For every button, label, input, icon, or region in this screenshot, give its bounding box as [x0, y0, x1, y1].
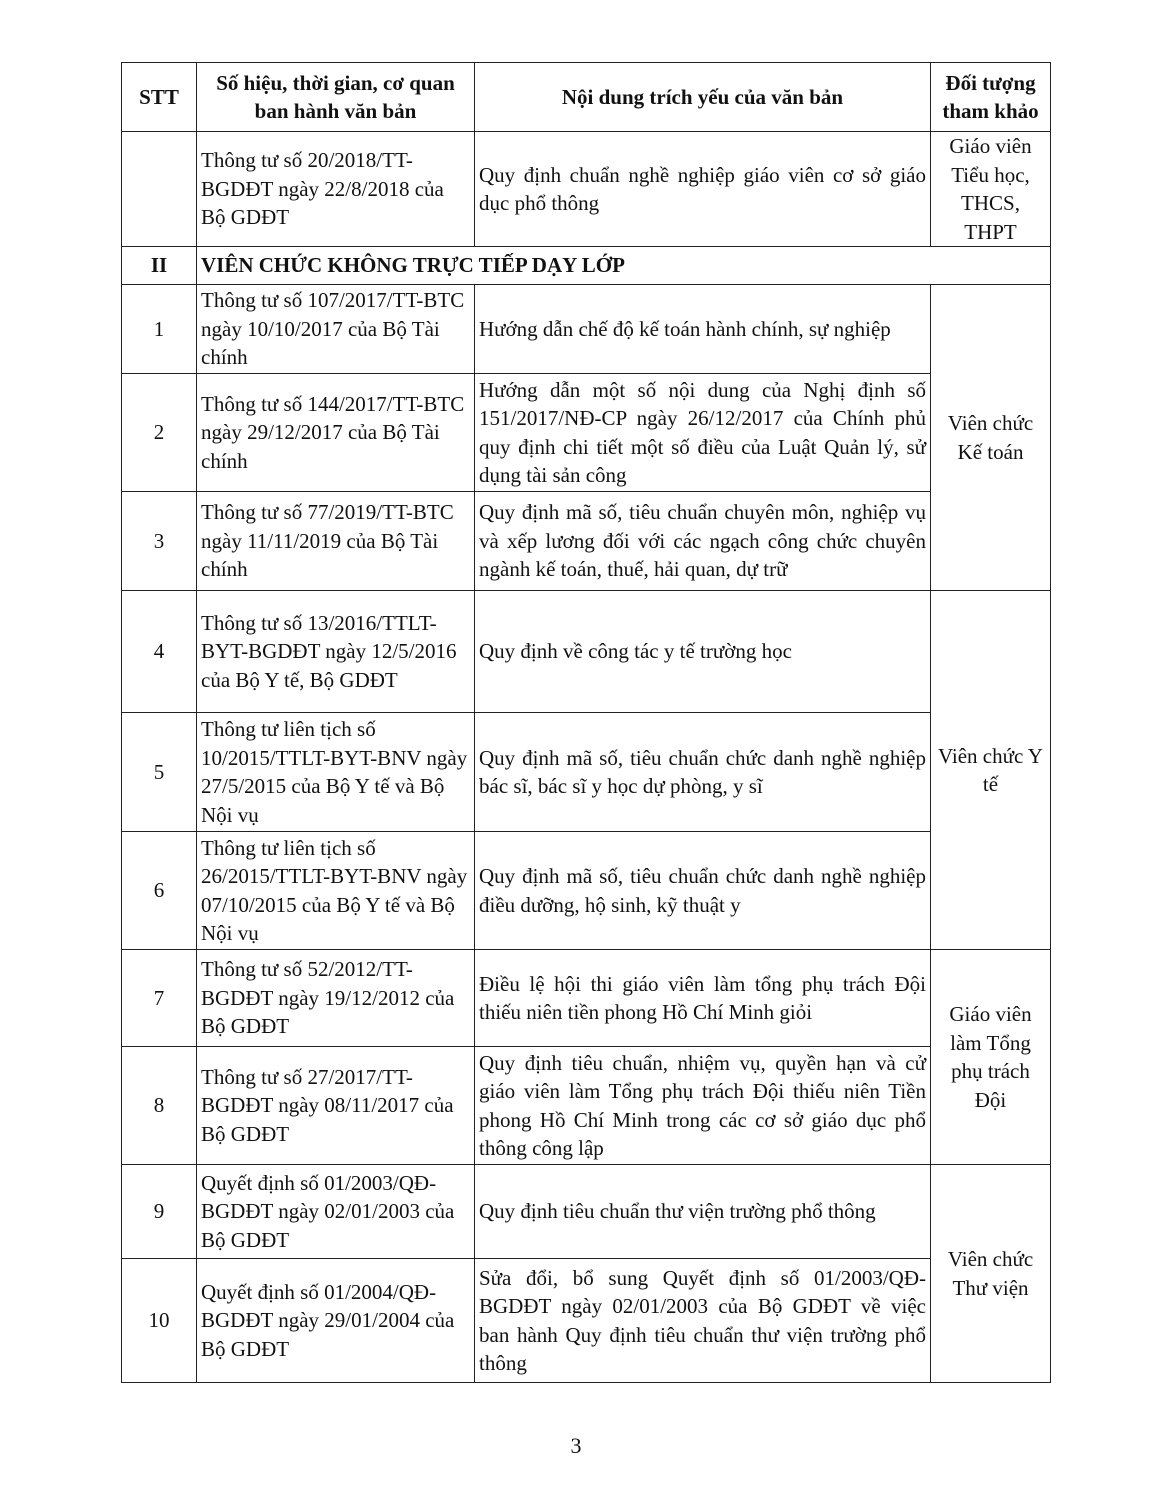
- row-content: Quy định chuẩn nghề nghiệp giáo viên cơ sở giáo dục phổ thông: [475, 132, 931, 247]
- row-stt: 2: [122, 374, 197, 492]
- target-group-team-leader: Giáo viên làm Tổng phụ trách Đội: [931, 950, 1051, 1165]
- target-group-library: Viên chức Thư viện: [931, 1165, 1051, 1383]
- table-row: [122, 1165, 1051, 1259]
- row-stt: 7: [122, 950, 197, 1047]
- table-row: [122, 492, 1051, 591]
- row-content: Điều lệ hội thi giáo viên làm tổng phụ trách Đội thiếu niên tiền phong Hồ Chí Minh giỏi: [475, 950, 931, 1047]
- row-stt: 5: [122, 713, 197, 832]
- row-content: Quy định mã số, tiêu chuẩn chức danh nghề nghiệp bác sĩ, bác sĩ y học dự phòng, y sĩ: [475, 713, 931, 832]
- table-row: [122, 374, 1051, 492]
- table-row: [122, 591, 1051, 713]
- target-group-medical: Viên chức Y tế: [931, 591, 1051, 950]
- table-row: [122, 832, 1051, 950]
- row-content: Hướng dẫn một số nội dung của Nghị định số 151/2017/NĐ-CP ngày 26/12/2017 của Chính phủ quy định chi tiết một số điều của Luật Quản lý, sử dụng tài sản công: [475, 374, 931, 492]
- row-document: Thông tư số 144/2017/TT-BTC ngày 29/12/2017 của Bộ Tài chính: [197, 374, 475, 492]
- section-row: [122, 247, 1051, 285]
- row-stt: 4: [122, 591, 197, 713]
- header-row: [122, 63, 1051, 132]
- row-document: Thông tư số 20/2018/TT-BGDĐT ngày 22/8/2018 của Bộ GDĐT: [197, 132, 475, 247]
- row-content: Quy định tiêu chuẩn, nhiệm vụ, quyền hạn và cử giáo viên làm Tổng phụ trách Đội thiếu niên Tiền phong Hồ Chí Minh trong các cơ sở giáo dục phổ thông công lập: [475, 1047, 931, 1165]
- section-number: II: [122, 247, 197, 285]
- row-target: Giáo viên Tiểu học, THCS, THPT: [931, 132, 1051, 247]
- table-row: [122, 1047, 1051, 1165]
- row-content: Hướng dẫn chế độ kế toán hành chính, sự nghiệp: [475, 285, 931, 374]
- row-document: Quyết định số 01/2004/QĐ-BGDĐT ngày 29/01/2004 của Bộ GDĐT: [197, 1259, 475, 1383]
- header-stt: STT: [122, 63, 197, 132]
- row-document: Thông tư số 77/2019/TT-BTC ngày 11/11/2019 của Bộ Tài chính: [197, 492, 475, 591]
- row-document: Thông tư số 27/2017/TT-BGDĐT ngày 08/11/2017 của Bộ GDĐT: [197, 1047, 475, 1165]
- row-document: Thông tư số 107/2017/TT-BTC ngày 10/10/2017 của Bộ Tài chính: [197, 285, 475, 374]
- row-stt: 10: [122, 1259, 197, 1383]
- table-row: [122, 713, 1051, 832]
- row-stt: 9: [122, 1165, 197, 1259]
- row-content: Quy định tiêu chuẩn thư viện trường phổ thông: [475, 1165, 931, 1259]
- row-content: Quy định mã số, tiêu chuẩn chuyên môn, nghiệp vụ và xếp lương đối với các ngạch công chức chuyên ngành kế toán, thuế, hải quan, dự trữ: [475, 492, 931, 591]
- row-document: Thông tư liên tịch số 10/2015/TTLT-BYT-BNV ngày 27/5/2015 của Bộ Y tế và Bộ Nội vụ: [197, 713, 475, 832]
- table-row: [122, 950, 1051, 1047]
- row-document: Thông tư số 13/2016/TTLT-BYT-BGDĐT ngày 12/5/2016 của Bộ Y tế, Bộ GDĐT: [197, 591, 475, 713]
- document-table: [121, 62, 1051, 1383]
- row-stt: 3: [122, 492, 197, 591]
- page-number: 3: [570, 1433, 582, 1458]
- table-row: [122, 132, 1051, 247]
- section-title: VIÊN CHỨC KHÔNG TRỰC TIẾP DẠY LỚP: [197, 247, 1051, 285]
- table-row: [122, 1259, 1051, 1383]
- row-content: Sửa đổi, bổ sung Quyết định số 01/2003/QĐ-BGDĐT ngày 02/01/2003 của Bộ GDĐT về việc ban hành Quy định tiêu chuẩn thư viện trường phổ thông: [475, 1259, 931, 1383]
- row-stt: [122, 132, 197, 247]
- row-document: Quyết định số 01/2003/QĐ-BGDĐT ngày 02/01/2003 của Bộ GDĐT: [197, 1165, 475, 1259]
- row-stt: 1: [122, 285, 197, 374]
- target-group-accounting: Viên chức Kế toán: [931, 285, 1051, 591]
- header-document: Số hiệu, thời gian, cơ quan ban hành văn bản: [197, 63, 475, 132]
- table-row: [122, 285, 1051, 374]
- header-content: Nội dung trích yếu của văn bản: [475, 63, 931, 132]
- row-stt: 8: [122, 1047, 197, 1165]
- row-content: Quy định mã số, tiêu chuẩn chức danh nghề nghiệp điều dưỡng, hộ sinh, kỹ thuật y: [475, 832, 931, 950]
- row-stt: 6: [122, 832, 197, 950]
- header-target: Đối tượng tham khảo: [931, 63, 1051, 132]
- row-content: Quy định về công tác y tế trường học: [475, 591, 931, 713]
- row-document: Thông tư liên tịch số 26/2015/TTLT-BYT-BNV ngày 07/10/2015 của Bộ Y tế và Bộ Nội vụ: [197, 832, 475, 950]
- row-document: Thông tư số 52/2012/TT-BGDĐT ngày 19/12/2012 của Bộ GDĐT: [197, 950, 475, 1047]
